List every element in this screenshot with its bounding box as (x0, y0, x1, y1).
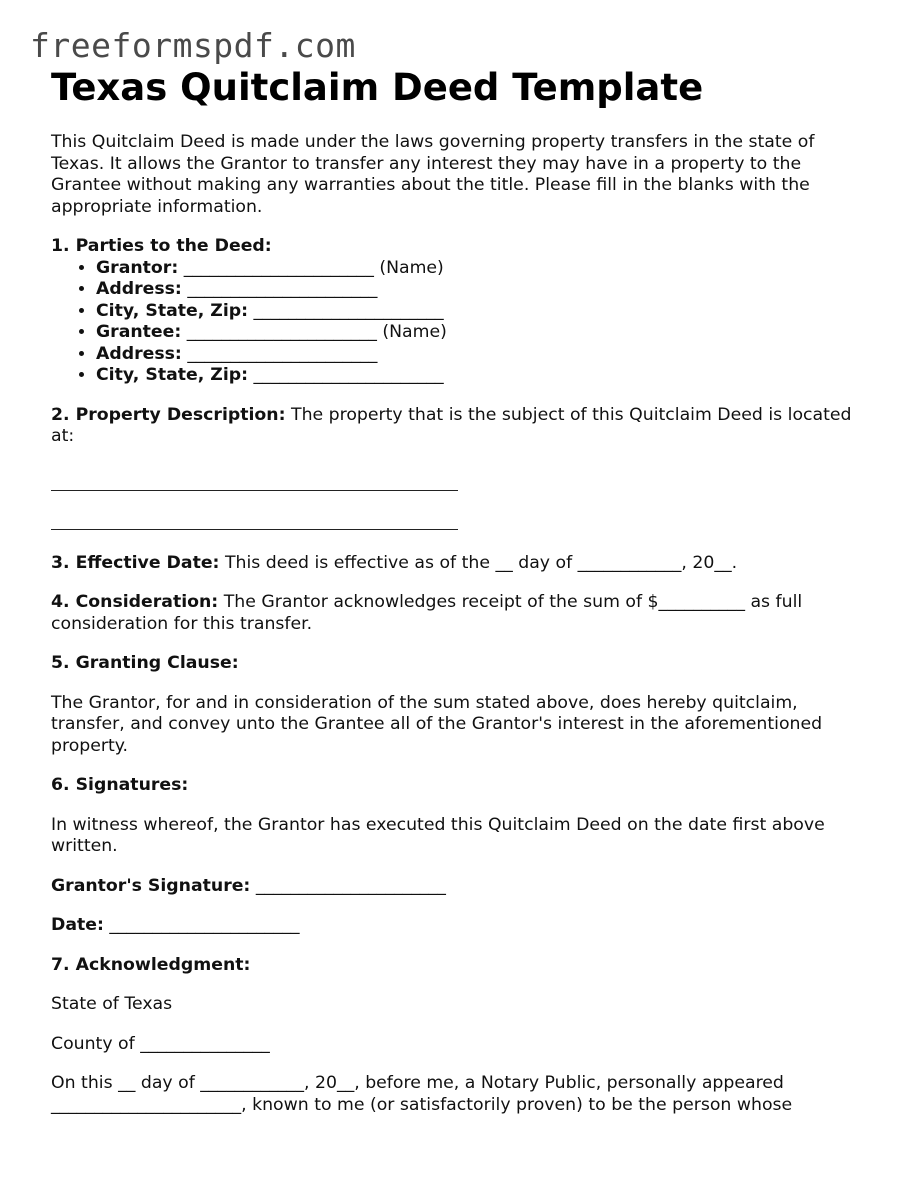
section-2-text: The property that is the subject of this Quitclaim Deed is located at: (51, 404, 852, 446)
section-4-heading: 4. Consideration: (51, 592, 219, 612)
watermark: freeformspdf.com (30, 26, 356, 65)
signature-date-blank: ______________________ (103, 915, 300, 935)
grantor-signature-line (51, 876, 871, 898)
grantor-blank: ______________________ (Name) (178, 257, 444, 278)
list-item (96, 365, 871, 387)
grantee-address-blank: ______________________ (181, 343, 378, 364)
grantee-address-label: Address: (96, 343, 182, 364)
grantee-blank: ______________________ (Name) (181, 322, 447, 342)
grantor-address-blank: ______________________ (181, 279, 378, 299)
grantor-label: Grantor: (96, 257, 179, 278)
section-2-heading: 2. Property Description: (51, 404, 286, 425)
section-3-text: This deed is effective as of the __ day of ____________, 20__. (219, 552, 738, 573)
section-5-text: The Grantor, for and in consideration of the sum stated above, does hereby quitclaim, transfer, and convey unto the Grantee all of the Grantor's interest in the aforementioned property. (51, 692, 823, 756)
page-title: Texas Quitclaim Deed Template (51, 66, 704, 109)
section-7-heading: 7. Acknowledgment: (51, 954, 251, 975)
grantee-label: Grantee: (96, 322, 182, 342)
grantor-signature-blank: ______________________ (250, 875, 446, 896)
document-page (51, 66, 871, 1116)
acknowledgment-county: County of _______________ (51, 1033, 270, 1054)
acknowledgment-text: On this __ day of ____________, 20__, before me, a Notary Public, personally appeared ______________________, known to me (or satisfactorily proven) to be the person whose (51, 1073, 793, 1115)
acknowledgment-state: State of Texas (51, 994, 173, 1014)
section-6-text: In witness whereof, the Grantor has executed this Quitclaim Deed on the date first above written. (51, 814, 825, 856)
grantor-address-label: Address: (96, 279, 182, 299)
signature-date-label: Date: (51, 915, 104, 935)
intro-paragraph: This Quitclaim Deed is made under the laws governing property transfers in the state of Texas. It allows the Grantor to transfer any interest they may have in a property to the Grantee without making any warranties about the title. Please fill in the blanks with the appropriate information. (51, 132, 815, 217)
section-5-heading: 5. Granting Clause: (51, 653, 239, 673)
list-item (96, 322, 871, 344)
grantee-list (51, 322, 871, 387)
grantee-city-label: City, State, Zip: (96, 365, 249, 385)
section-6-heading: 6. Signatures: (51, 775, 189, 795)
section-3 (51, 553, 871, 575)
list-item (96, 258, 871, 280)
section-1-heading: 1. Parties to the Deed: (51, 236, 272, 256)
grantor-city-label: City, State, Zip: (96, 300, 249, 321)
list-item (96, 301, 871, 323)
grantee-city-blank: ______________________ (248, 365, 444, 385)
list-item (96, 279, 871, 301)
property-description-line-2 (51, 529, 458, 530)
section-2 (51, 405, 871, 448)
property-description-line-1 (51, 490, 458, 491)
section-3-heading: 3. Effective Date: (51, 552, 220, 573)
grantor-list (51, 258, 871, 323)
grantor-city-blank: ______________________ (248, 300, 444, 321)
section-4-text: The Grantor acknowledges receipt of the sum of $__________ as full consideration for this transfer. (51, 592, 803, 634)
grantor-signature-label: Grantor's Signature: (51, 875, 251, 896)
list-item (96, 344, 871, 366)
signature-date-line (51, 915, 871, 937)
section-4 (51, 592, 871, 635)
